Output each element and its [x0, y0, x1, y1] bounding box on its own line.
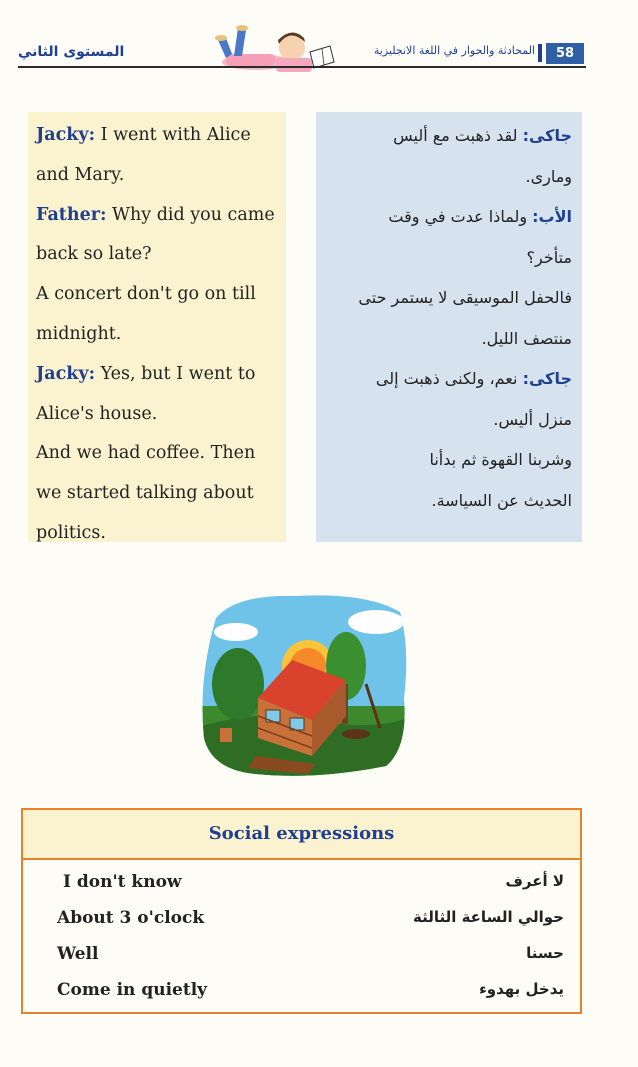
- dialogue-line: [36, 355, 286, 395]
- expression-row: [23, 938, 580, 974]
- dialogue-line: [36, 474, 286, 514]
- expression-english: Well: [57, 944, 99, 964]
- dialogue-line: [322, 400, 572, 441]
- dialogue-line: [36, 315, 286, 355]
- dialogue-line: [36, 235, 286, 275]
- dialogue-text: ومارى.: [525, 166, 572, 186]
- dialogue-line: [322, 481, 572, 522]
- expression-arabic: لا أعرف: [505, 872, 564, 890]
- speaker-label: Father:: [36, 204, 107, 225]
- social-expressions-title: Social expressions: [23, 810, 580, 860]
- title-separator: [538, 44, 542, 62]
- expression-row: [23, 902, 580, 938]
- dialogue-text: A concert don't go on till: [36, 284, 256, 305]
- expression-row: [23, 866, 580, 902]
- dialogue-line: [36, 196, 286, 236]
- dialogue-line: [322, 440, 572, 481]
- dialogue-text: I went with Alice: [95, 125, 251, 145]
- speaker-label: جاكى:: [522, 369, 572, 388]
- dialogue-text: منتصف الليل.: [481, 328, 572, 348]
- speaker-label: جاكى:: [522, 126, 572, 145]
- dialogue-line: [322, 278, 572, 319]
- expression-english: About 3 o'clock: [57, 908, 205, 928]
- dialogue-line: [36, 514, 286, 554]
- dialogue-text: متأخر؟: [526, 247, 572, 267]
- speaker-label: Jacky:: [36, 125, 96, 145]
- dialogue-line: [36, 156, 286, 196]
- page-header: [0, 0, 638, 80]
- dialogue-text: وشربنا القهوة ثم بدأنا: [429, 450, 572, 469]
- dialogue-text: midnight.: [36, 323, 122, 344]
- dialogue-line: [36, 395, 286, 435]
- expression-arabic: يدخل بهدوء: [479, 980, 564, 998]
- expressions-list: [23, 860, 580, 1010]
- dialogue-text: politics.: [36, 522, 106, 543]
- arabic-dialogue-panel: [316, 112, 582, 542]
- dialogue-line: [36, 434, 286, 474]
- expression-arabic: حسنا: [526, 944, 564, 962]
- expression-row: [23, 974, 580, 1010]
- dialogue-line: [322, 319, 572, 360]
- dialogue-text: لقد ذهبت مع أليس: [393, 126, 523, 145]
- dialogue-line: [36, 116, 286, 156]
- social-expressions-box: [21, 808, 582, 1014]
- dialogue-line: [322, 197, 572, 238]
- dialogue-text: and Mary.: [36, 164, 125, 185]
- speaker-label: الأب:: [532, 207, 572, 226]
- dialogue-text: Yes, but I went to: [95, 363, 256, 384]
- dialogue-text: ولماذا عدت في وقت: [388, 207, 533, 226]
- speaker-label: Jacky:: [36, 363, 96, 384]
- expression-english: Come in quietly: [57, 980, 208, 1000]
- dialogue-text: And we had coffee. Then: [36, 443, 256, 464]
- dialogue-text: back so late?: [36, 244, 152, 265]
- english-dialogue-panel: [28, 112, 286, 542]
- dialogue-text: we started talking about: [36, 483, 254, 504]
- page-number: 58: [546, 43, 584, 64]
- dialogue-text: فالحفل الموسيقى لا يستمر حتى: [358, 288, 572, 307]
- house-illustration: [196, 588, 412, 784]
- dialogue-line: [36, 275, 286, 315]
- expression-english: I don't know: [63, 872, 182, 892]
- dialogue-line: [322, 238, 572, 279]
- level-label: المستوى الثاني: [18, 44, 125, 60]
- dialogue-text: الحديث عن السياسة.: [431, 490, 572, 510]
- dialogue-line: [322, 359, 572, 400]
- book-title: المحادثة والحوار في اللغة الانجليزية: [373, 44, 535, 57]
- dialogue-text: منزل أليس.: [493, 409, 572, 429]
- dialogue-text: Why did you came: [106, 204, 275, 225]
- dialogue-text: نعم، ولكنى ذهبت إلى: [375, 369, 523, 388]
- dialogue-line: [322, 157, 572, 198]
- dialogue-line: [322, 116, 572, 157]
- expression-arabic: حوالي الساعة الثالثة: [412, 908, 564, 926]
- dialogue-text: Alice's house.: [36, 403, 158, 424]
- header-rule: [18, 66, 586, 68]
